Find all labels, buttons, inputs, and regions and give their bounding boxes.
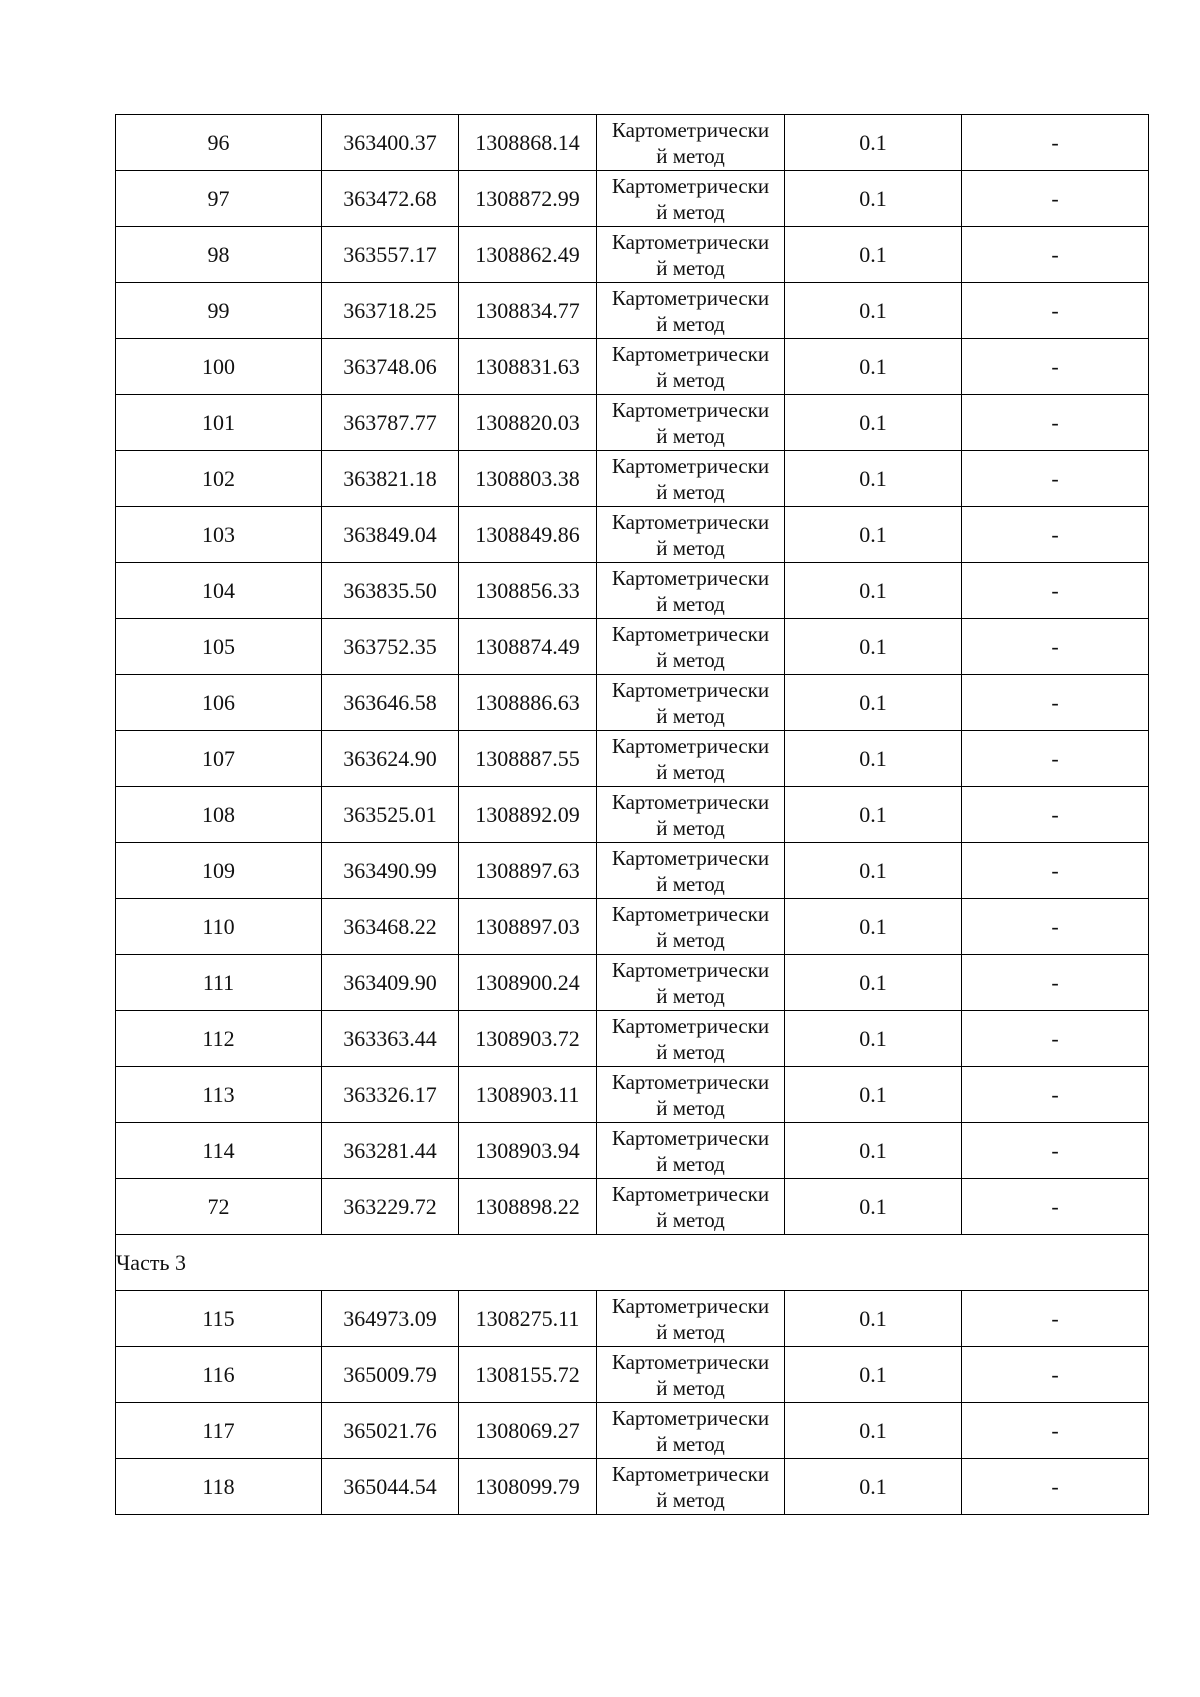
point-number-cell: 105 (116, 619, 322, 675)
description-cell: - (962, 955, 1149, 1011)
table-row (116, 1403, 1149, 1459)
accuracy-cell: 0.1 (785, 787, 962, 843)
coordinate-y-cell: 1308903.72 (459, 1011, 597, 1067)
table-row (116, 115, 1149, 171)
coordinate-y-cell: 1308903.11 (459, 1067, 597, 1123)
coordinate-x-cell: 363525.01 (322, 787, 459, 843)
coordinate-x-cell: 363748.06 (322, 339, 459, 395)
description-cell: - (962, 1067, 1149, 1123)
coordinate-y-cell: 1308849.86 (459, 507, 597, 563)
point-number-cell: 103 (116, 507, 322, 563)
point-number-cell: 118 (116, 1459, 322, 1515)
coordinate-y-cell: 1308099.79 (459, 1459, 597, 1515)
coordinate-x-cell: 363835.50 (322, 563, 459, 619)
description-cell: - (962, 395, 1149, 451)
coordinate-y-cell: 1308887.55 (459, 731, 597, 787)
method-cell: Картометрически й метод (597, 563, 785, 619)
coordinate-y-cell: 1308831.63 (459, 339, 597, 395)
table-row (116, 843, 1149, 899)
coordinate-y-cell: 1308856.33 (459, 563, 597, 619)
table-row (116, 563, 1149, 619)
table-row (116, 899, 1149, 955)
accuracy-cell: 0.1 (785, 1123, 962, 1179)
coordinate-y-cell: 1308868.14 (459, 115, 597, 171)
method-cell: Картометрически й метод (597, 1347, 785, 1403)
accuracy-cell: 0.1 (785, 1291, 962, 1347)
accuracy-cell: 0.1 (785, 843, 962, 899)
method-cell: Картометрически й метод (597, 1011, 785, 1067)
method-cell: Картометрически й метод (597, 395, 785, 451)
accuracy-cell: 0.1 (785, 563, 962, 619)
method-cell: Картометрически й метод (597, 1459, 785, 1515)
description-cell: - (962, 787, 1149, 843)
point-number-cell: 109 (116, 843, 322, 899)
table-row (116, 1123, 1149, 1179)
method-cell: Картометрически й метод (597, 451, 785, 507)
description-cell: - (962, 899, 1149, 955)
accuracy-cell: 0.1 (785, 1067, 962, 1123)
accuracy-cell: 0.1 (785, 395, 962, 451)
point-number-cell: 106 (116, 675, 322, 731)
accuracy-cell: 0.1 (785, 1403, 962, 1459)
coordinate-x-cell: 363409.90 (322, 955, 459, 1011)
table-row (116, 1011, 1149, 1067)
coordinate-x-cell: 363490.99 (322, 843, 459, 899)
description-cell: - (962, 451, 1149, 507)
description-cell: - (962, 619, 1149, 675)
point-number-cell: 96 (116, 115, 322, 171)
accuracy-cell: 0.1 (785, 899, 962, 955)
table-row (116, 283, 1149, 339)
accuracy-cell: 0.1 (785, 1179, 962, 1235)
coordinates-table-body (116, 115, 1149, 1515)
coordinate-x-cell: 363400.37 (322, 115, 459, 171)
description-cell: - (962, 227, 1149, 283)
accuracy-cell: 0.1 (785, 1011, 962, 1067)
description-cell: - (962, 171, 1149, 227)
table-row (116, 955, 1149, 1011)
description-cell: - (962, 1123, 1149, 1179)
method-cell: Картометрически й метод (597, 1067, 785, 1123)
table-row (116, 451, 1149, 507)
coordinate-y-cell: 1308900.24 (459, 955, 597, 1011)
coordinate-y-cell: 1308903.94 (459, 1123, 597, 1179)
coordinate-x-cell: 363787.77 (322, 395, 459, 451)
coordinate-x-cell: 363821.18 (322, 451, 459, 507)
coordinates-table (115, 114, 1149, 1515)
point-number-cell: 72 (116, 1179, 322, 1235)
method-cell: Картометрически й метод (597, 787, 785, 843)
accuracy-cell: 0.1 (785, 339, 962, 395)
accuracy-cell: 0.1 (785, 227, 962, 283)
coordinate-y-cell: 1308155.72 (459, 1347, 597, 1403)
coordinate-y-cell: 1308874.49 (459, 619, 597, 675)
accuracy-cell: 0.1 (785, 731, 962, 787)
point-number-cell: 100 (116, 339, 322, 395)
point-number-cell: 111 (116, 955, 322, 1011)
accuracy-cell: 0.1 (785, 283, 962, 339)
coordinate-x-cell: 363363.44 (322, 1011, 459, 1067)
table-row (116, 171, 1149, 227)
table-row (116, 675, 1149, 731)
table-row (116, 1459, 1149, 1515)
coordinate-x-cell: 365021.76 (322, 1403, 459, 1459)
coordinate-x-cell: 364973.09 (322, 1291, 459, 1347)
table-row (116, 1291, 1149, 1347)
coordinate-y-cell: 1308820.03 (459, 395, 597, 451)
description-cell: - (962, 843, 1149, 899)
coordinate-y-cell: 1308892.09 (459, 787, 597, 843)
description-cell: - (962, 1459, 1149, 1515)
description-cell: - (962, 283, 1149, 339)
method-cell: Картометрически й метод (597, 675, 785, 731)
point-number-cell: 114 (116, 1123, 322, 1179)
coordinate-x-cell: 363646.58 (322, 675, 459, 731)
section-row (116, 1235, 1149, 1291)
method-cell: Картометрически й метод (597, 227, 785, 283)
coordinate-x-cell: 365009.79 (322, 1347, 459, 1403)
coordinate-x-cell: 363468.22 (322, 899, 459, 955)
coordinate-x-cell: 363281.44 (322, 1123, 459, 1179)
method-cell: Картометрически й метод (597, 955, 785, 1011)
coordinate-y-cell: 1308275.11 (459, 1291, 597, 1347)
accuracy-cell: 0.1 (785, 1347, 962, 1403)
coordinate-x-cell: 363229.72 (322, 1179, 459, 1235)
method-cell: Картометрически й метод (597, 171, 785, 227)
table-row (116, 1347, 1149, 1403)
table-row (116, 395, 1149, 451)
section-label: Часть 3 (116, 1235, 1149, 1291)
point-number-cell: 110 (116, 899, 322, 955)
point-number-cell: 102 (116, 451, 322, 507)
description-cell: - (962, 1011, 1149, 1067)
table-row (116, 339, 1149, 395)
method-cell: Картометрически й метод (597, 283, 785, 339)
description-cell: - (962, 339, 1149, 395)
description-cell: - (962, 563, 1149, 619)
description-cell: - (962, 115, 1149, 171)
coordinate-x-cell: 363557.17 (322, 227, 459, 283)
method-cell: Картометрически й метод (597, 1179, 785, 1235)
coordinate-y-cell: 1308872.99 (459, 171, 597, 227)
table-row (116, 1179, 1149, 1235)
description-cell: - (962, 1347, 1149, 1403)
coordinate-x-cell: 363849.04 (322, 507, 459, 563)
point-number-cell: 113 (116, 1067, 322, 1123)
point-number-cell: 99 (116, 283, 322, 339)
coordinate-x-cell: 363718.25 (322, 283, 459, 339)
coordinate-x-cell: 363472.68 (322, 171, 459, 227)
description-cell: - (962, 675, 1149, 731)
point-number-cell: 97 (116, 171, 322, 227)
accuracy-cell: 0.1 (785, 619, 962, 675)
accuracy-cell: 0.1 (785, 451, 962, 507)
accuracy-cell: 0.1 (785, 507, 962, 563)
coordinate-y-cell: 1308886.63 (459, 675, 597, 731)
method-cell: Картометрически й метод (597, 619, 785, 675)
description-cell: - (962, 731, 1149, 787)
accuracy-cell: 0.1 (785, 1459, 962, 1515)
coordinate-y-cell: 1308834.77 (459, 283, 597, 339)
coordinate-y-cell: 1308897.63 (459, 843, 597, 899)
description-cell: - (962, 1403, 1149, 1459)
method-cell: Картометрически й метод (597, 843, 785, 899)
method-cell: Картометрически й метод (597, 731, 785, 787)
description-cell: - (962, 1291, 1149, 1347)
coordinate-y-cell: 1308803.38 (459, 451, 597, 507)
table-row (116, 787, 1149, 843)
method-cell: Картометрически й метод (597, 1123, 785, 1179)
coordinate-x-cell: 365044.54 (322, 1459, 459, 1515)
point-number-cell: 107 (116, 731, 322, 787)
table-row (116, 619, 1149, 675)
accuracy-cell: 0.1 (785, 115, 962, 171)
description-cell: - (962, 1179, 1149, 1235)
coordinate-x-cell: 363326.17 (322, 1067, 459, 1123)
point-number-cell: 117 (116, 1403, 322, 1459)
method-cell: Картометрически й метод (597, 1403, 785, 1459)
description-cell: - (962, 507, 1149, 563)
table-row (116, 731, 1149, 787)
method-cell: Картометрически й метод (597, 1291, 785, 1347)
point-number-cell: 115 (116, 1291, 322, 1347)
table-row (116, 227, 1149, 283)
method-cell: Картометрически й метод (597, 507, 785, 563)
method-cell: Картометрически й метод (597, 899, 785, 955)
coordinate-x-cell: 363752.35 (322, 619, 459, 675)
point-number-cell: 116 (116, 1347, 322, 1403)
point-number-cell: 104 (116, 563, 322, 619)
coordinate-y-cell: 1308862.49 (459, 227, 597, 283)
coordinate-y-cell: 1308897.03 (459, 899, 597, 955)
coordinate-x-cell: 363624.90 (322, 731, 459, 787)
point-number-cell: 108 (116, 787, 322, 843)
method-cell: Картометрически й метод (597, 339, 785, 395)
method-cell: Картометрически й метод (597, 115, 785, 171)
point-number-cell: 98 (116, 227, 322, 283)
point-number-cell: 112 (116, 1011, 322, 1067)
table-row (116, 1067, 1149, 1123)
table-row (116, 507, 1149, 563)
accuracy-cell: 0.1 (785, 171, 962, 227)
point-number-cell: 101 (116, 395, 322, 451)
coordinate-y-cell: 1308898.22 (459, 1179, 597, 1235)
coordinate-y-cell: 1308069.27 (459, 1403, 597, 1459)
accuracy-cell: 0.1 (785, 675, 962, 731)
accuracy-cell: 0.1 (785, 955, 962, 1011)
